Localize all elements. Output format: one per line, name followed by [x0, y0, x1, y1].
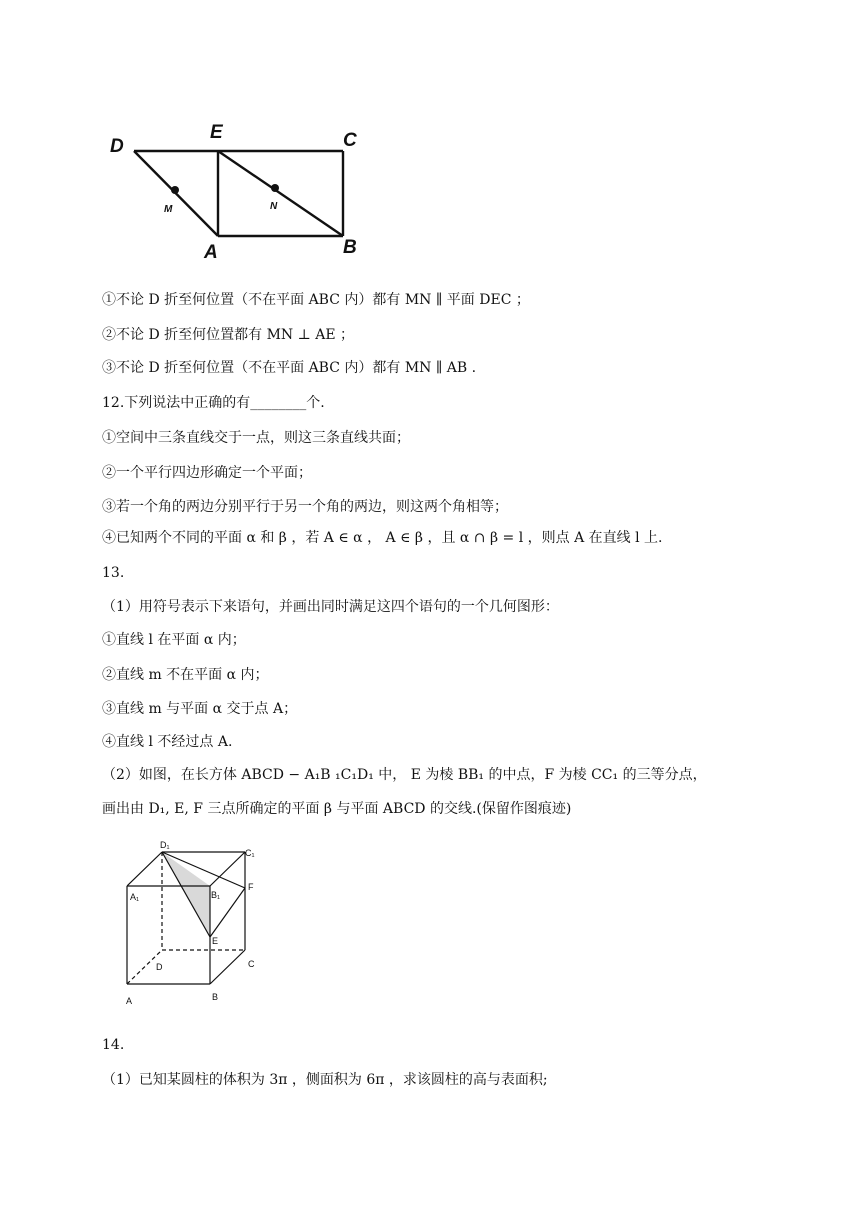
q13-item-1: ①直线 l 在平面 α 内； [102, 632, 246, 648]
q12-item-1: ①空间中三条直线交于一点，则这三条直线共面； [102, 430, 410, 446]
figure-cuboid-diagram [118, 838, 278, 1013]
question-12: 12.下列说法中正确的有________个. [102, 395, 325, 411]
q13-part-2: （2）如图，在长方体 ABCD − A₁B ₁C₁D₁ 中， E 为棱 BB₁ 的中点，F 为棱 CC₁ 的三等分点， [102, 767, 707, 783]
q13-part-2-cont: 画出由 D₁, E, F 三点所确定的平面 β 与平面 ABCD 的交线.(保留作图痕迹) [102, 801, 572, 817]
question-14: 14. [102, 1037, 125, 1053]
label-D: D [156, 962, 163, 972]
label-E: E [210, 122, 223, 143]
q13-item-2: ②直线 m 不在平面 α 内； [102, 667, 269, 683]
statement-1: ①不论 D 折至何位置（不在平面 ABC 内）都有 MN ∥ 平面 DEC ； [102, 292, 530, 308]
figure-fold-diagram [100, 118, 380, 268]
label-B: B [212, 992, 219, 1002]
q13-item-3: ③直线 m 与平面 α 交于点 A； [102, 701, 298, 717]
label-N: N [270, 201, 278, 212]
label-D: D [110, 136, 124, 157]
statement-3: ③不论 D 折至何位置（不在平面 ABC 内）都有 MN ∥ AB . [102, 360, 477, 376]
label-F: F [248, 882, 254, 892]
statement-2: ②不论 D 折至何位置都有 MN ⊥ AE ； [102, 327, 355, 343]
label-B1: B₁ [211, 890, 221, 900]
label-C: C [343, 130, 357, 151]
q12-item-4: ④已知两个不同的平面 α 和 β ，若 A ∈ α ， A ∈ β ，且 α ∩ β = l ，则点 A 在直线 l 上. [102, 530, 663, 546]
label-E: E [212, 936, 219, 946]
q12-item-2: ②一个平行四边形确定一个平面； [102, 465, 312, 481]
point-M [171, 186, 179, 194]
question-13: 13. [102, 565, 125, 581]
label-M: M [164, 204, 173, 215]
label-C1: C₁ [245, 848, 255, 858]
q12-item-3: ③若一个角的两边分别平行于另一个角的两边，则这两个角相等； [102, 499, 508, 515]
point-N [271, 184, 279, 192]
q14-part-1: （1）已知某圆柱的体积为 3π ，侧面积为 6π ，求该圆柱的高与表面积; [102, 1072, 548, 1088]
label-C: C [248, 959, 255, 969]
label-A: A [204, 242, 218, 263]
q13-part-1: （1）用符号表示下来语句，并画出同时满足这四个语句的一个几何图形： [102, 599, 559, 615]
q13-item-4: ④直线 l 不经过点 A. [102, 734, 233, 750]
label-A1: A₁ [130, 892, 140, 902]
label-B: B [343, 237, 357, 258]
label-A: A [126, 996, 133, 1006]
label-D1: D₁ [160, 840, 170, 850]
